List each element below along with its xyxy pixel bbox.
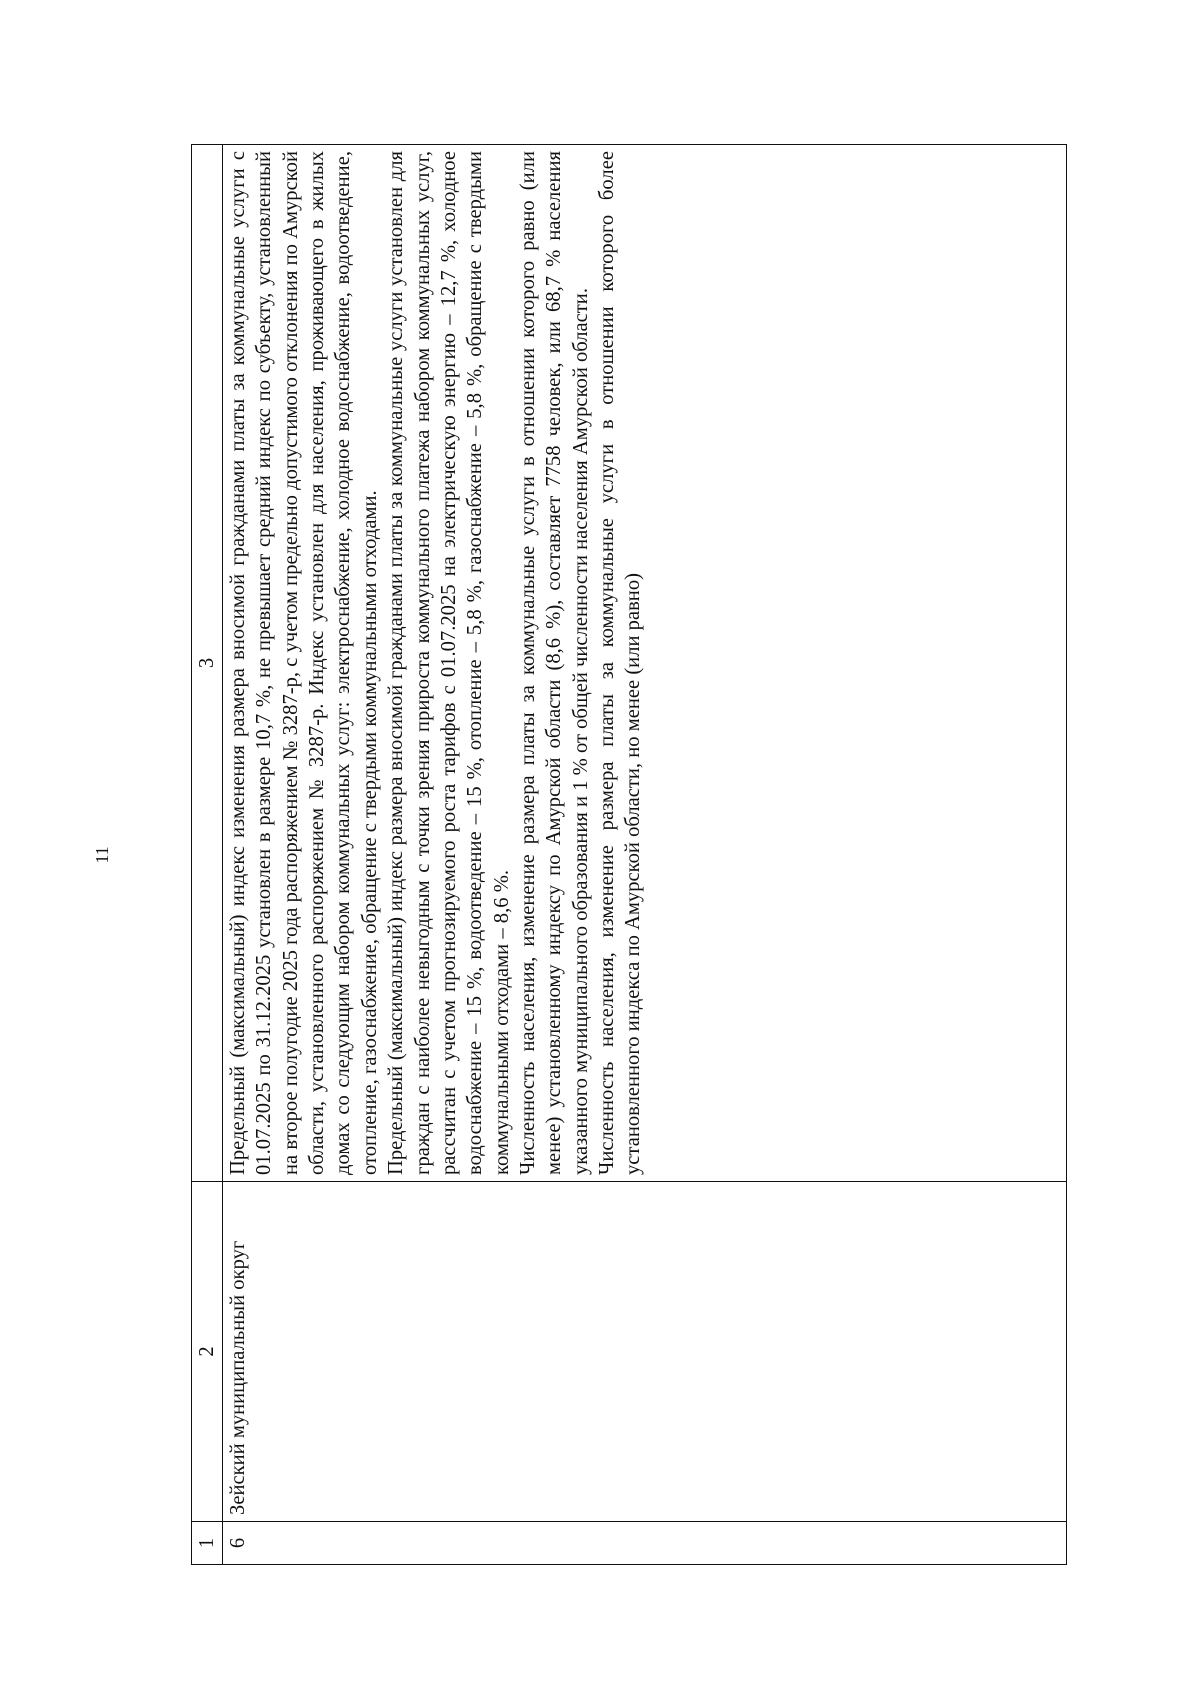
table-row: [223, 145, 1067, 1565]
municipality-name: Зейский муниципальный округ: [223, 1182, 1067, 1522]
column-header-3: 3: [192, 145, 223, 1182]
page-number: 11: [92, 846, 112, 864]
paragraph-population-above-index: Численность населения, изменение размера платы за коммунальные услуги в отношении которого более установленного индекса по Амурской области, но менее (или равно): [596, 151, 645, 1175]
table-header-row: [192, 145, 223, 1565]
column-header-2: 2: [192, 1182, 223, 1522]
paragraph-max-index: Предельный (максимальный) индекс изменения размера вносимой гражданами платы за коммунальные услуги с 01.07.2025 по 31.12.2025 установлен в размере 10,7 %, не превышает средний индекс по субъекту, установленный на второе полугодие 2025 года распоряжением № 3287-р, с учетом предельно допустимого отклонения по Амурской области, установленного распоряжением № 3287-р. Индекс установлен для населения, проживающего в жилых домах со следующим набором коммунальных услуг: электроснабжение, холодное водоснабжение, водоотведение, отопление, газоснабжение, обращение с твердыми коммунальными отходами.: [227, 151, 381, 1175]
row-number: 6: [223, 1522, 1067, 1565]
rotated-table-page: [191, 145, 1067, 1565]
column-header-1: 1: [192, 1522, 223, 1565]
paragraph-tariff-growth: Предельный (максимальный) индекс размера вносимой гражданами платы за коммунальные услуги установлен для граждан с наиболее невыгодным с точки зрения прироста коммунального платежа набором коммунальных услуг, рассчитан с учетом прогнозируемого роста тарифов с 01.07.2025 на электрическую энергию – 12,7 %, холодное водоснабжение – 15 %, водоотведение – 15 %, отопление – 5,8 %, газоснабжение – 5,8 %, обращение с твердыми коммунальными отходами – 8,6 %.: [385, 151, 513, 1175]
tariff-index-table: [191, 144, 1067, 1565]
paragraph-population-within-index: Численность населения, изменение размера платы за коммунальные услуги в отношении которого равно (или менее) установленному индексу по Амурской области (8,6 %), составляет 7758 человек, или 68,7 % населения указанного муниципального образования и 1 % от общей численности населения Амурской области.: [516, 151, 592, 1175]
row-description: [223, 145, 1067, 1182]
